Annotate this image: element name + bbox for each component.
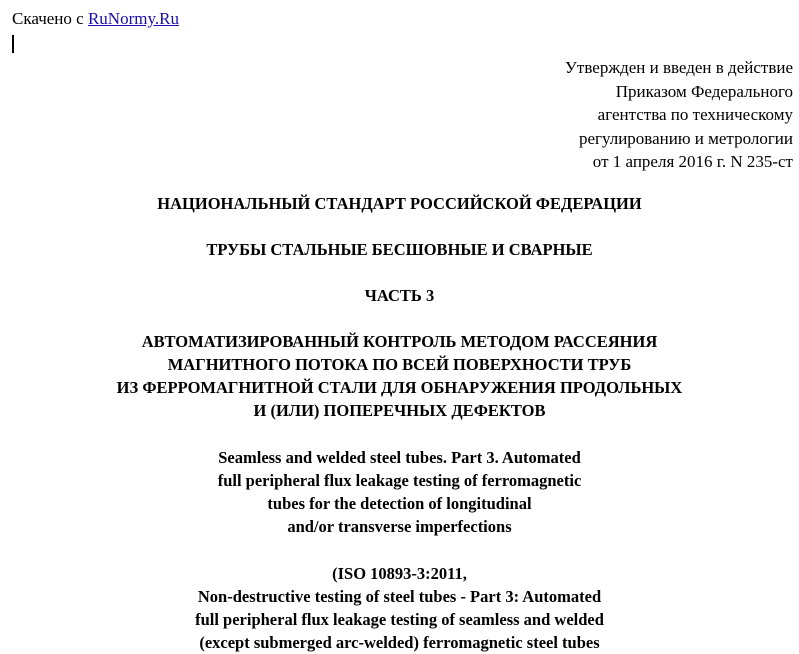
- title-en-line: and/or transverse imperfections: [287, 517, 512, 536]
- part-heading-text: ЧАСТЬ 3: [364, 286, 435, 305]
- title-en-line: tubes for the detection of longitudinal: [267, 494, 532, 513]
- title-ru-line: АВТОМАТИЗИРОВАННЫЙ КОНТРОЛЬ МЕТОДОМ РАССЕЯНИЯ: [141, 332, 658, 351]
- approval-line: агентства по техническому: [597, 105, 793, 124]
- standard-heading: [0, 192, 799, 215]
- iso-reference: [0, 562, 799, 654]
- text-cursor: [12, 35, 14, 53]
- subject-heading: [0, 238, 799, 261]
- approval-line: регулированию и метрологии: [578, 128, 793, 148]
- title-ru-line: И (ИЛИ) ПОПЕРЕЧНЫХ ДЕФЕКТОВ: [253, 401, 546, 420]
- source-link[interactable]: RuNormy.Ru: [87, 9, 179, 28]
- standard-heading-text: НАЦИОНАЛЬНЫЙ СТАНДАРТ РОССИЙСКОЙ ФЕДЕРАЦИИ: [157, 194, 642, 213]
- title-en-line: Seamless and welded steel tubes. Part 3. Automated: [218, 448, 581, 467]
- part-heading: [0, 284, 799, 307]
- title-english: [0, 446, 799, 538]
- iso-line: (ISO 10893-3:2011,: [332, 564, 467, 583]
- subject-heading-text: ТРУБЫ СТАЛЬНЫЕ БЕСШОВНЫЕ И СВАРНЫЕ: [206, 240, 593, 259]
- title-en-line: full peripheral flux leakage testing of ferromagnetic: [217, 471, 582, 490]
- iso-line: full peripheral flux leakage testing of seamless and welded: [195, 610, 604, 629]
- approval-line: Приказом Федерального: [615, 81, 793, 101]
- approval-line: Утвержден и введен в действие: [564, 58, 793, 77]
- iso-line: Non-destructive testing of steel tubes - Part 3: Automated: [197, 587, 602, 606]
- source-line: [12, 8, 179, 30]
- approval-line: от 1 апреля 2016 г. N 235-ст: [592, 152, 793, 171]
- source-prefix: Скачено с: [12, 9, 88, 28]
- title-ru-line: МАГНИТНОГО ПОТОКА ПО ВСЕЙ ПОВЕРХНОСТИ ТРУБ: [167, 355, 632, 374]
- title-russian: [0, 330, 799, 422]
- approval-block: [565, 56, 793, 174]
- title-ru-line: ИЗ ФЕРРОМАГНИТНОЙ СТАЛИ ДЛЯ ОБНАРУЖЕНИЯ ПРОДОЛЬНЫХ: [116, 378, 683, 397]
- iso-line: (except submerged arc-welded) ferromagnetic steel tubes: [199, 633, 600, 652]
